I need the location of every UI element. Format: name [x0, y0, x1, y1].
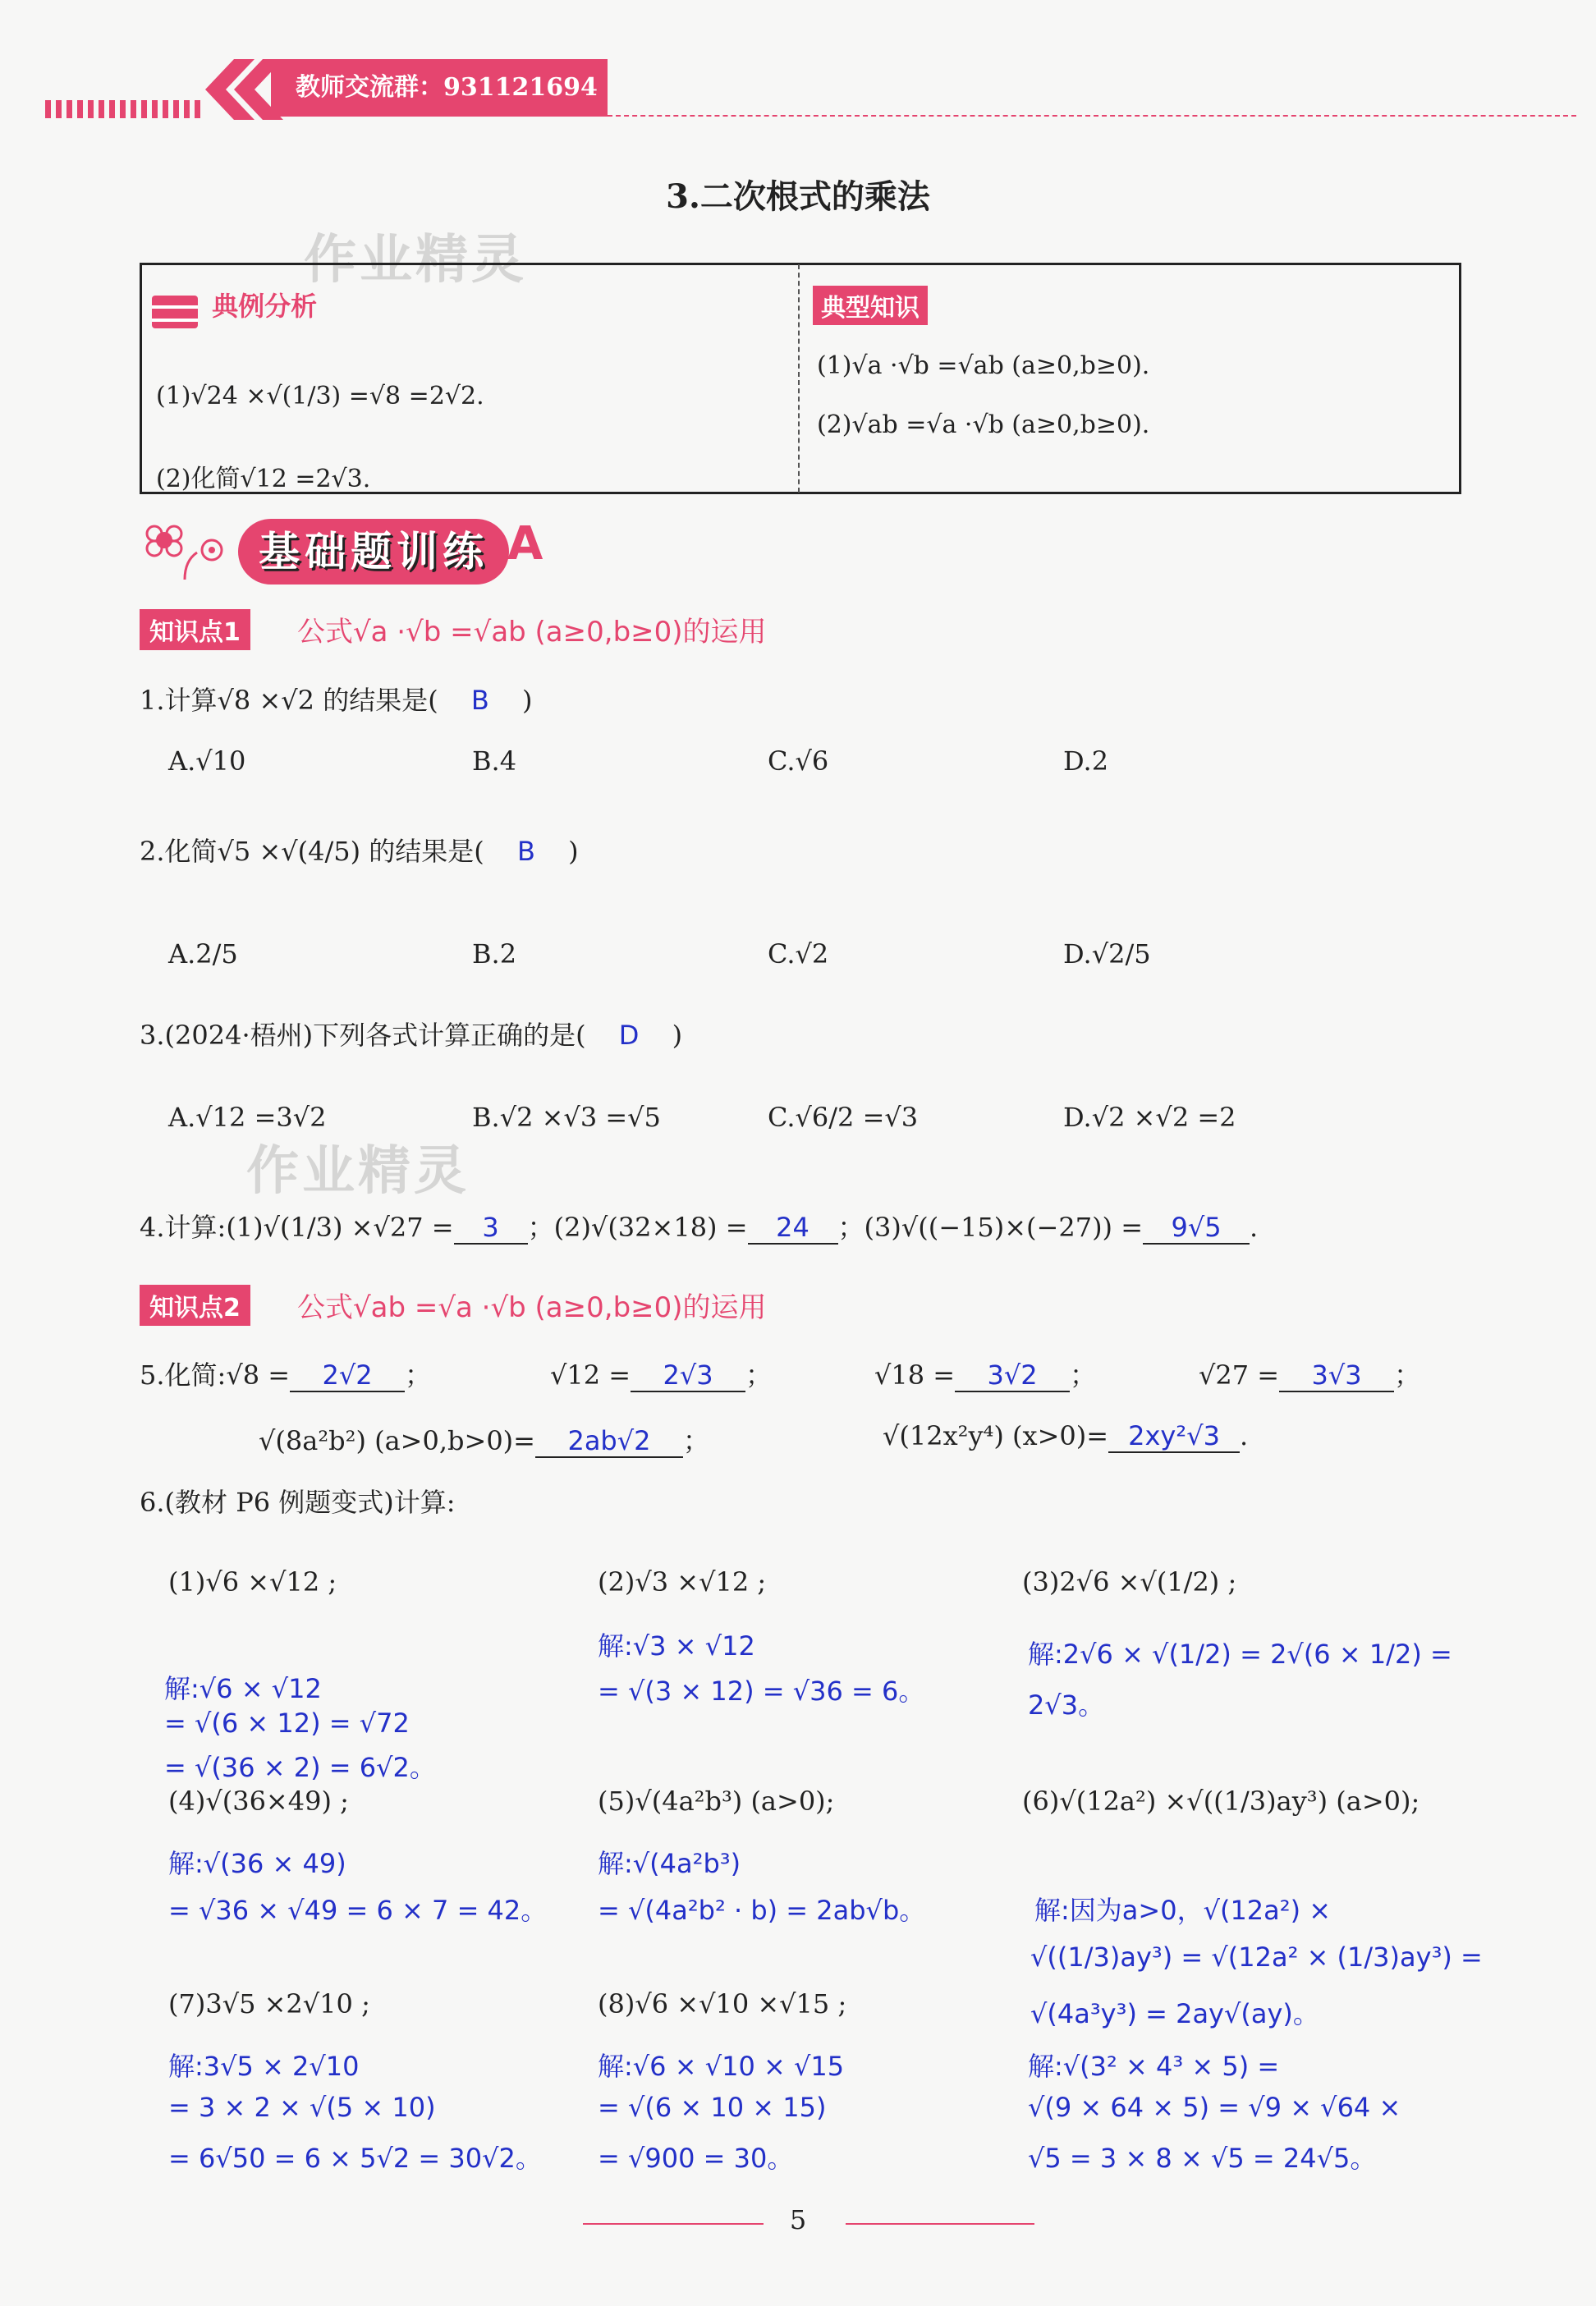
q6-problem-5: (5)√(4a²b³) (a>0); [598, 1786, 835, 1817]
q5-label-3: √18 = [874, 1359, 956, 1391]
q6-solution-9-line-3: √5 = 3 × 8 × √5 = 24√5。 [1028, 2143, 1377, 2174]
q6-solution-2-line-2: = √(3 × 12) = √36 = 6。 [598, 1676, 925, 1707]
typical-knowledge-badge: 典型知识 [813, 286, 928, 325]
q6-solution-1-line-2: = √(6 × 12) = √72 [164, 1708, 410, 1739]
q6-solution-3-line-1: 解:2√6 × √(1/2) = 2√(6 × 1/2) = [1028, 1639, 1452, 1670]
q1-option-a: A.√10 [168, 745, 246, 777]
header-divider [608, 115, 1576, 117]
q5-answer-5: 2ab√2 [535, 1425, 683, 1458]
q6-solution-8-line-2: = √(6 × 10 × 15) [598, 2092, 827, 2123]
q4-part-3: ；(3)√((−15)×(−27)) = [837, 1212, 1144, 1243]
q5-label-4: √27 = [1199, 1359, 1280, 1391]
section-banner: 基础题训练 [238, 519, 509, 585]
flower-icon [140, 516, 234, 581]
q3-option-c: C.√6/2 =√3 [768, 1102, 919, 1133]
knowledge-line-2: (2)√ab =√a ·√b (a≥0,b≥0). [817, 410, 1150, 439]
q6-solution-7-line-2: = 3 × 2 × √(5 × 10) [168, 2092, 436, 2123]
example-analysis-label: 典例分析 [212, 291, 318, 322]
q2-option-a: A.2/5 [168, 938, 238, 970]
kp1-badge: 知识点1 [140, 609, 250, 650]
kp1-text: 公式√a ·√b =√ab (a≥0,b≥0)的运用 [297, 616, 767, 649]
q6-solution-3-line-2: 2√3。 [1028, 1689, 1105, 1721]
q4-answer-1: 3 [454, 1212, 528, 1245]
kp2-badge: 知识点2 [140, 1285, 250, 1326]
q4-part-2: ；(2)√(32×18) = [527, 1212, 748, 1243]
q2-stem-text: 2.化简√5 ×√(4/5) 的结果是( [140, 836, 484, 867]
q2-stem [140, 831, 579, 869]
q5-label-6: √(12x²y⁴) (x>0)= [883, 1420, 1109, 1451]
q1-option-d: D.2 [1063, 745, 1109, 777]
q6-solution-9-line-1: 解:√(3² × 4³ × 5) = [1028, 2051, 1280, 2082]
q3-option-b: B.√2 ×√3 =√5 [472, 1102, 661, 1133]
q6-problem-6: (6)√(12a²) ×√((1/3)ay³) (a>0); [1022, 1786, 1420, 1817]
q3-stem [140, 1015, 682, 1052]
q1-answer: B [470, 685, 489, 716]
q6-solution-8-line-3: = √900 = 30。 [598, 2143, 794, 2174]
q2-close: ) [568, 836, 579, 867]
q6-problem-2: (2)√3 ×√12 ; [598, 1566, 767, 1598]
q5-label-5: √(8a²b²) (a>0,b>0)= [259, 1425, 535, 1456]
q5-answer-1: 2√2 [290, 1359, 405, 1392]
q6-stem: 6.(教材 P6 例题变式)计算: [140, 1487, 456, 1518]
q3-close: ) [672, 1020, 683, 1051]
q5-label-2: √12 = [550, 1359, 631, 1391]
q6-solution-1-line-1: 解:√6 × √12 [164, 1673, 322, 1704]
q2-answer: B [516, 836, 535, 867]
example-line-1: (1)√24 ×√(1/3) =√8 =2√2. [156, 382, 484, 410]
example-box-divider [798, 264, 800, 493]
q2-option-d: D.√2/5 [1063, 938, 1151, 970]
q6-problem-3: (3)2√6 ×√(1/2) ; [1022, 1566, 1237, 1598]
q1-stem-text: 1.计算√8 ×√2 的结果是( [140, 685, 438, 716]
q6-solution-4-line-2: = √36 × √49 = 6 × 7 = 42。 [168, 1895, 548, 1926]
q5-answer-4: 3√3 [1279, 1359, 1394, 1392]
q1-option-c: C.√6 [768, 745, 829, 777]
q4-answer-2: 24 [748, 1212, 838, 1245]
q6-solution-6-line-2: √((1/3)ay³) = √(12a² × (1/3)ay³) = [1030, 1942, 1483, 1973]
q6-solution-8-line-1: 解:√6 × √10 × √15 [598, 2051, 845, 2082]
watermark: 作业精灵 [304, 230, 527, 291]
q6-solution-6-line-1: 解:因为a>0，√(12a²) × [1034, 1895, 1332, 1926]
q6-solution-5-line-2: = √(4a²b² · b) = 2ab√b。 [598, 1895, 926, 1926]
q3-option-d: D.√2 ×√2 =2 [1063, 1102, 1236, 1133]
q6-solution-2-line-1: 解:√3 × √12 [598, 1630, 755, 1662]
q6-problem-7: (7)3√5 ×2√10 ; [168, 1988, 370, 2019]
q6-solution-6-line-3: √(4a³y³) = 2ay√(ay)。 [1030, 1998, 1319, 2029]
q5-item-3: √18 = 3√2 ； [874, 1359, 1097, 1391]
q5-item-4: √27 = 3√3 ； [1199, 1359, 1421, 1391]
q6-solution-7-line-1: 解:3√5 × 2√10 [168, 2051, 360, 2082]
q2-option-b: B.2 [472, 938, 517, 970]
q6-solution-9-line-2: √(9 × 64 × 5) = √9 × √64 × [1028, 2092, 1401, 2123]
watermark-2: 作业精灵 [246, 1141, 470, 1202]
q5-answer-3: 3√2 [955, 1359, 1070, 1392]
q5-answer-6: 2xy²√3 [1108, 1420, 1240, 1453]
header-stripe [45, 100, 201, 118]
q1-close: ) [521, 685, 533, 716]
example-analysis-header [152, 286, 317, 328]
q6-solution-5-line-1: 解:√(4a²b³) [598, 1848, 741, 1879]
q6-solution-7-line-3: = 6√50 = 6 × 5√2 = 30√2。 [168, 2143, 542, 2174]
q1-option-b: B.4 [472, 745, 517, 777]
q4-answer-3: 9√5 [1143, 1212, 1250, 1245]
example-line-2: (2)化简√12 =2√3. [156, 465, 371, 493]
q1-stem [140, 680, 532, 717]
page-title: 3.二次根式的乘法 [666, 177, 930, 216]
q5-item-5: √(8a²b²) (a>0,b>0)= 2ab√2 ； [259, 1425, 709, 1456]
section-level: A [507, 517, 543, 571]
q3-answer: D [618, 1020, 640, 1051]
book-icon [152, 296, 198, 328]
q5-answer-2: 2√3 [631, 1359, 745, 1392]
kp2-text: 公式√ab =√a ·√b (a≥0,b≥0)的运用 [297, 1291, 767, 1324]
q5-label-1: 5.化简:√8 = [140, 1359, 291, 1391]
q5-item-1: 5.化简:√8 = 2√2 ； [140, 1359, 432, 1391]
q5-item-6: √(12x²y⁴) (x>0)= 2xy²√3 . [883, 1420, 1249, 1451]
q5-item-2: √12 = 2√3 ； [550, 1359, 773, 1391]
teacher-group-label: 教师交流群：931121694 [271, 59, 608, 117]
q4-stem: 4.计算:(1)√(1/3) ×√27 = [140, 1212, 454, 1243]
q4 [140, 1207, 1258, 1245]
q6-problem-1: (1)√6 ×√12 ; [168, 1566, 337, 1598]
q3-option-a: A.√12 =3√2 [168, 1102, 327, 1133]
q6-solution-1-line-3: = √(36 × 2) = 6√2。 [164, 1752, 436, 1783]
q3-stem-text: 3.(2024·梧州)下列各式计算正确的是( [140, 1020, 586, 1051]
q6-problem-4: (4)√(36×49) ; [168, 1786, 349, 1817]
q6-solution-4-line-1: 解:√(36 × 49) [168, 1848, 346, 1879]
page-number: 5 [789, 2204, 807, 2235]
q4-end: . [1250, 1212, 1259, 1243]
q2-option-c: C.√2 [768, 938, 829, 970]
q6-problem-8: (8)√6 ×√10 ×√15 ; [598, 1988, 847, 2019]
knowledge-line-1: (1)√a ·√b =√ab (a≥0,b≥0). [817, 351, 1150, 380]
